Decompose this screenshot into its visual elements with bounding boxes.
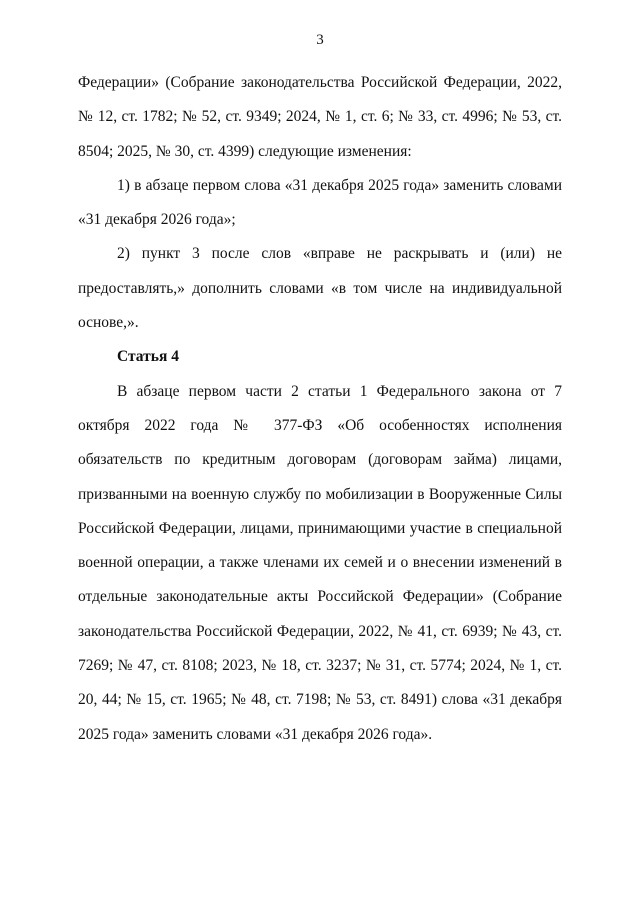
- paragraph-article-4: В абзаце первом части 2 статьи 1 Федерального закона от 7 октября 2022 года № 377-ФЗ «Об особенностях исполнения обязательств по кредитным договорам (договорам займа) лицами, призванными на военную службу по мобилизации в Вооруженные Силы Российской Федерации, лицами, принимающими участие в специальной военной операции, а также членами их семей и о внесении изменений в отдельные законодательные акты Российской Федерации» (Собрание законодательства Российской Федерации, 2022, № 41, ст. 6939; № 43, ст. 7269; № 47, ст. 8108; 2023, № 18, ст. 3237; № 31, ст. 5774; 2024, № 1, ст. 20, 44; № 15, ст. 1965; № 48, ст. 7198; № 53, ст. 8491) слова «31 декабря 2025 года» заменить словами «31 декабря 2026 года».: [78, 382, 562, 743]
- article-heading: Статья 4: [117, 348, 179, 366]
- paragraph-continuation: Федерации» (Собрание законодательства Российской Федерации, 2022, № 12, ст. 1782; № 52, ст. 9349; 2024, № 1, ст. 6; № 33, ст. 4996; № 53, ст. 8504; 2025, № 30, ст. 4399) следующие изменения:: [78, 74, 562, 160]
- paragraph-item-2: 2) пункт 3 после слов «вправе не раскрывать и (или) не предоставлять,» дополнить словами «в том числе на индивидуальной основе,».: [78, 245, 562, 332]
- paragraph-item-1: 1) в абзаце первом слова «31 декабря 2025 года» заменить словами «31 декабря 2026 года»;: [78, 176, 562, 229]
- page-number: 3: [316, 32, 324, 48]
- document-body: [78, 66, 562, 752]
